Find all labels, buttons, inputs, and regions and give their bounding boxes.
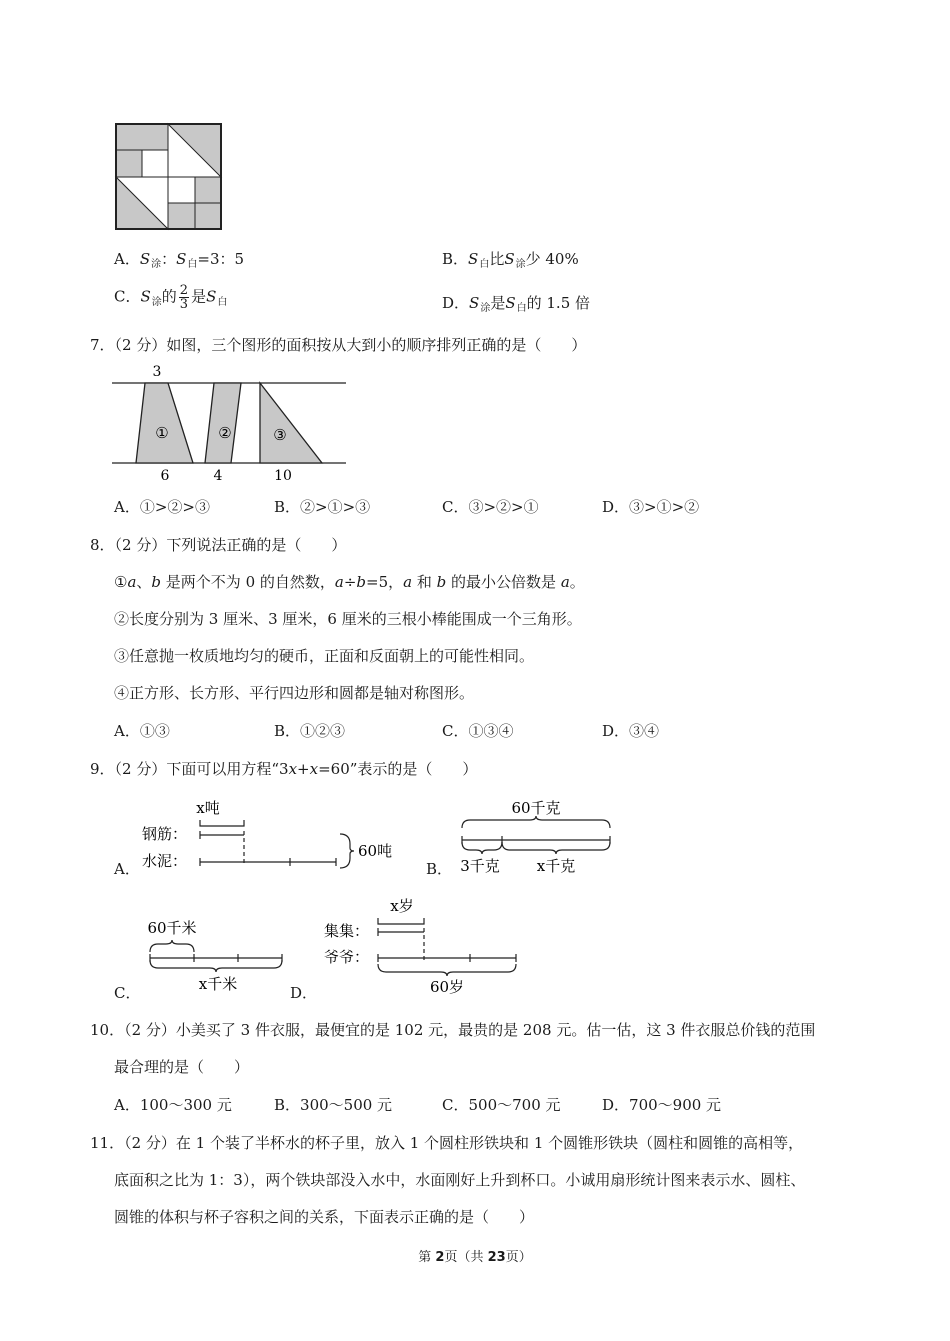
steel-label: 钢筋：	[142, 825, 188, 843]
q8-option-b[interactable]: B．①②③	[274, 722, 346, 740]
shape-1-label: ①	[155, 424, 169, 442]
page-total: 23	[487, 1250, 506, 1265]
q8-statement-4: ④正方形、长方形、平行四边形和圆都是轴对称图形。	[114, 684, 475, 702]
q9-option-d-diagram[interactable]	[322, 890, 526, 998]
subscript-tu: 涂	[515, 259, 526, 270]
subscript-bai: 白	[187, 259, 198, 270]
x-age-label: x岁	[390, 897, 414, 915]
q9-option-a-letter[interactable]: A．	[114, 860, 140, 878]
q9-option-c-diagram[interactable]	[140, 912, 290, 998]
option-letter: C．	[114, 287, 141, 306]
shape-2-label: ②	[218, 424, 232, 442]
x-ton-label: x吨	[196, 799, 220, 817]
q10-option-b[interactable]: B．300～500 元	[274, 1096, 393, 1114]
q10-stem-line1: 10．（2 分）小美买了 3 件衣服，最便宜的是 102 元，最贵的是 208 元。估一估，这 3 件衣服总价钱的范围	[90, 1021, 816, 1039]
footer-text: 页（共	[444, 1250, 488, 1265]
bottom-label-10: 10	[274, 468, 292, 484]
q8-option-a[interactable]: A．①③	[114, 722, 170, 740]
jiji-label: 集集：	[324, 922, 370, 940]
area-symbol: S	[504, 250, 515, 268]
q10-option-c[interactable]: C．500～700 元	[442, 1096, 561, 1114]
footer-text: 页）	[505, 1250, 532, 1265]
bottom-label-6: 6	[160, 468, 170, 484]
top-60-km: 60千米	[147, 919, 197, 937]
q8-statement-1	[114, 571, 585, 592]
q9-option-b-letter[interactable]: B．	[426, 860, 453, 878]
var-a: a	[403, 573, 413, 591]
q9-option-c-letter[interactable]: C．	[114, 984, 141, 1002]
q8-statement-3: ③任意抛一枚质地均匀的硬币，正面和反面朝上的可能性相同。	[114, 647, 535, 665]
three-kg-label: 3千克	[460, 857, 500, 875]
fraction-two-thirds	[179, 284, 189, 311]
statement-text: 和	[412, 573, 437, 591]
q7-top-label: 3	[152, 364, 162, 380]
var-a: a	[560, 573, 570, 591]
area-symbol: S	[505, 294, 516, 312]
q7-figure	[110, 362, 350, 486]
colon: ：	[161, 250, 177, 268]
option-text: 的 1.5 倍	[526, 294, 591, 312]
q6-option-a[interactable]	[114, 248, 244, 270]
q9-option-b-diagram[interactable]	[452, 794, 618, 880]
area-symbol: S	[468, 250, 479, 268]
var-a: a	[127, 573, 137, 591]
subscript-tu: 涂	[151, 296, 162, 308]
area-symbol: S	[176, 250, 187, 268]
subscript-tu: 涂	[480, 303, 491, 314]
page-number: 2	[435, 1250, 445, 1265]
var-x: x	[309, 760, 319, 778]
q10-stem-line2: 最合理的是（ ）	[114, 1058, 250, 1076]
stem-text: 9．（2 分）下面可以用方程“3	[90, 760, 289, 778]
q8-statement-2: ②长度分别为 3 厘米、3 厘米，6 厘米的三根小棒能围成一个三角形。	[114, 610, 582, 628]
cement-label: 水泥：	[142, 852, 188, 870]
fraction-denominator: 3	[179, 297, 189, 312]
total-60-kg: 60千克	[511, 799, 561, 817]
statement-text: 、	[136, 573, 152, 591]
var-x: x	[288, 760, 298, 778]
var-b: b	[356, 573, 367, 591]
option-text: 是	[490, 294, 506, 312]
shape-3-label: ③	[273, 426, 287, 444]
subscript-tu: 涂	[151, 259, 162, 270]
total-60-age: 60岁	[429, 978, 465, 996]
var-a: a	[334, 573, 344, 591]
option-letter: A．	[114, 250, 140, 268]
q10-option-d[interactable]: D．700～900 元	[602, 1096, 722, 1114]
q6-option-d[interactable]	[442, 292, 590, 314]
q8-stem: 8．（2 分）下列说法正确的是（ ）	[90, 536, 347, 554]
statement-marker: ①	[114, 573, 128, 591]
subscript-bai: 白	[217, 296, 228, 308]
option-letter: D．	[442, 294, 470, 312]
subscript-bai: 白	[516, 303, 527, 314]
stem-text: =60”表示的是（ ）	[318, 760, 478, 778]
q11-stem-line3: 圆锥的体积与杯子容积之间的关系，下面表示正确的是（ ）	[114, 1208, 535, 1226]
statement-text: 是两个不为 0 的自然数，	[161, 573, 335, 591]
option-text: 少 40%	[525, 250, 579, 268]
page-footer	[0, 1246, 950, 1265]
statement-text: =5，	[366, 573, 404, 591]
q9-option-a-diagram[interactable]	[140, 794, 410, 880]
option-text: 比	[489, 250, 505, 268]
q9-stem	[90, 758, 477, 779]
division-sign: ÷	[343, 573, 357, 591]
x-kg-label: x千克	[536, 857, 576, 875]
area-symbol: S	[469, 294, 480, 312]
q11-stem-line2: 底面积之比为 1：3），两个铁块部没入水中，水面刚好上升到杯口。小诚用扇形统计图来表示水、圆柱、	[114, 1171, 806, 1189]
total-60-ton: 60吨	[358, 842, 393, 860]
q8-option-c[interactable]: C．①③④	[442, 722, 514, 740]
bottom-x-km: x千米	[198, 975, 238, 993]
q8-option-d[interactable]: D．③④	[602, 722, 660, 740]
subscript-bai: 白	[479, 259, 490, 270]
q7-option-b[interactable]: B．②>①>③	[274, 498, 371, 516]
q7-option-c[interactable]: C．③>②>①	[442, 498, 539, 516]
q9-option-d-letter[interactable]: D．	[290, 984, 318, 1002]
var-b: b	[436, 573, 447, 591]
statement-text: 。	[569, 573, 585, 591]
area-symbol: S	[206, 287, 217, 306]
fraction-numerator: 2	[179, 283, 189, 298]
q6-option-b[interactable]	[442, 248, 579, 270]
area-symbol: S	[140, 287, 151, 306]
plus-sign: +	[297, 760, 310, 778]
option-text: =3：5	[197, 250, 245, 268]
q10-option-a[interactable]: A．100～300 元	[114, 1096, 232, 1114]
q11-stem-line1: 11．（2 分）在 1 个装了半杯水的杯子里，放入 1 个圆柱形铁块和 1 个圆锥形铁块（圆柱和圆锥的高相等，	[90, 1134, 804, 1152]
q7-option-d[interactable]: D．③>①>②	[602, 498, 700, 516]
option-text: 的	[161, 287, 177, 306]
q6-square-figure	[114, 122, 224, 232]
area-symbol: S	[139, 250, 151, 268]
var-b: b	[151, 573, 162, 591]
yeye-label: 爷爷：	[324, 948, 370, 966]
statement-text: 的最小公倍数是	[446, 573, 561, 591]
bottom-label-4: 4	[213, 468, 223, 484]
q6-option-c[interactable]	[114, 284, 227, 311]
footer-text: 第	[418, 1250, 436, 1265]
option-text: 是	[191, 287, 207, 306]
q7-option-a[interactable]: A．①>②>③	[114, 498, 210, 516]
q7-stem: 7．（2 分）如图，三个图形的面积按从大到小的顺序排列正确的是（ ）	[90, 336, 587, 354]
option-letter: B．	[442, 250, 469, 268]
